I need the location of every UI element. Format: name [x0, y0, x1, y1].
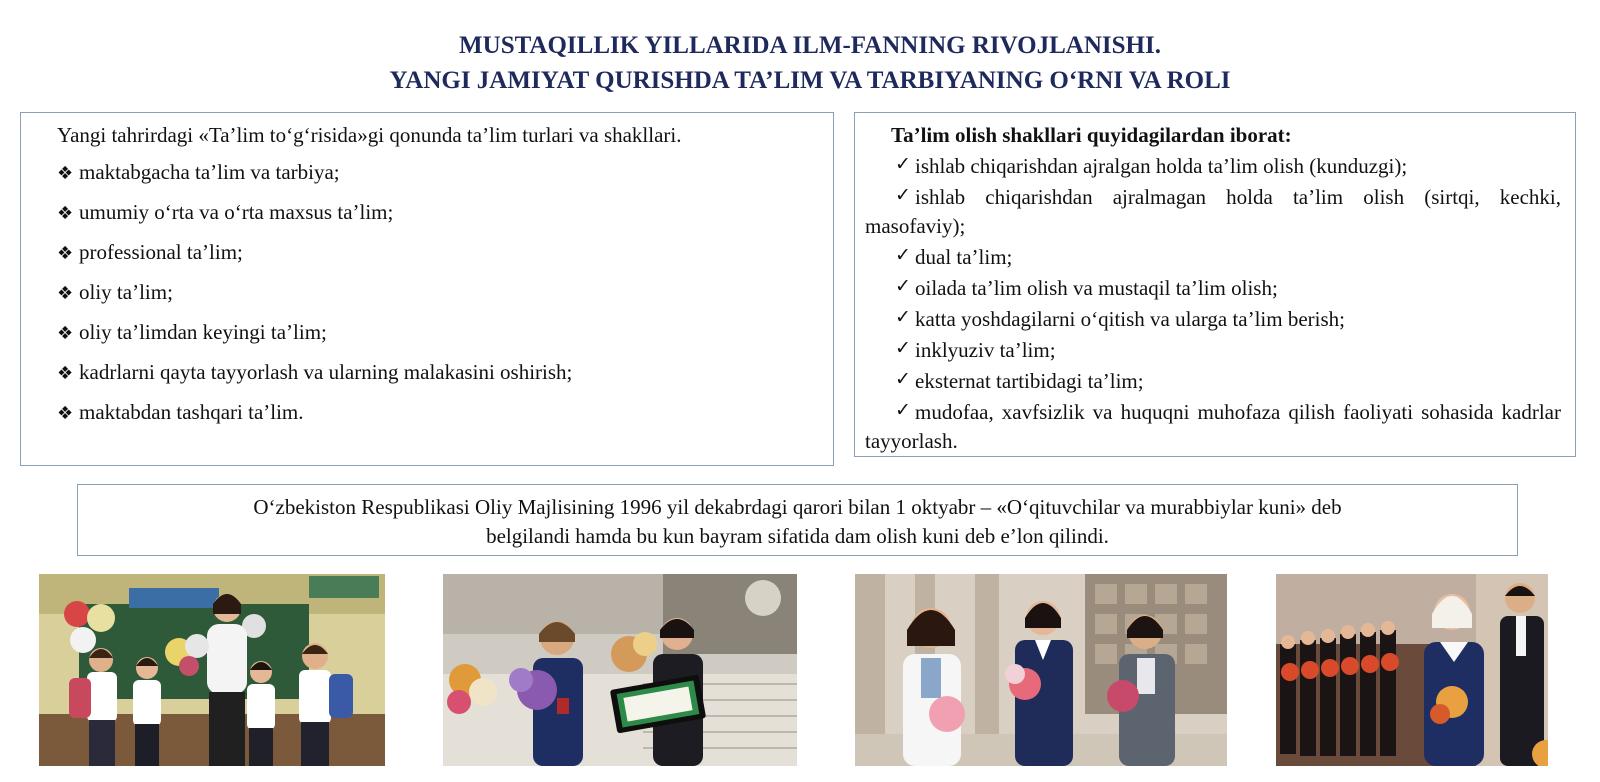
education-forms-box — [854, 112, 1576, 457]
photo-honor-guard — [1276, 574, 1548, 766]
check-mark-icon: ✓ — [895, 184, 911, 206]
page-title — [0, 28, 1600, 98]
education-form-item — [865, 396, 1561, 456]
education-type-item — [57, 397, 813, 437]
diamond-bullet-icon: ❖ — [57, 323, 74, 344]
diamond-bullet-icon: ❖ — [57, 363, 74, 384]
education-form-item — [865, 181, 1561, 241]
education-form-text: katta yoshdagilarni o‘qitish va ularga ta’lim berish; — [915, 307, 1346, 331]
check-mark-icon: ✓ — [895, 244, 911, 266]
education-type-item — [57, 197, 813, 237]
education-types-box — [20, 112, 834, 466]
education-forms-list — [865, 150, 1561, 456]
education-type-item — [57, 357, 813, 397]
photo-classroom-children — [39, 574, 385, 766]
check-mark-icon: ✓ — [895, 153, 911, 175]
education-form-item — [865, 303, 1561, 334]
education-form-text: eksternat tartibidagi ta’lim; — [915, 369, 1144, 393]
photo-three-honorees — [855, 574, 1227, 766]
teachers-day-note — [77, 484, 1518, 556]
check-mark-icon: ✓ — [895, 306, 911, 328]
education-type-text: kadrlarni qayta tayyorlash va ularning malakasini oshirish; — [79, 360, 573, 384]
education-form-text: mudofaa, xavfsizlik va huquqni muhofaza qilish faoliyati sohasida kadrlar tayyorlash. — [865, 400, 1561, 453]
title-line-2: YANGI JAMIYAT QURISHDA TA’LIM VA TARBIYANING O‘RNI VA ROLI — [389, 67, 1231, 94]
education-type-item — [57, 277, 813, 317]
education-types-list — [57, 157, 813, 437]
education-form-text: ishlab chiqarishdan ajralgan holda ta’lim olish (kunduzgi); — [915, 154, 1408, 178]
education-type-item — [57, 237, 813, 277]
education-types-heading: Yangi tahrirdagi «Ta’lim to‘g‘risida»gi qonunda ta’lim turlari va shakllari. — [57, 123, 682, 147]
photo-award-ceremony — [443, 574, 797, 766]
education-form-text: ishlab chiqarishdan ajralmagan holda ta’lim olish (sirtqi, kechki, masofaviy); — [865, 185, 1561, 238]
education-form-text: dual ta’lim; — [915, 245, 1013, 269]
education-type-text: umumiy o‘rta va o‘rta maxsus ta’lim; — [79, 200, 394, 224]
check-mark-icon: ✓ — [895, 399, 911, 421]
diamond-bullet-icon: ❖ — [57, 403, 74, 424]
teachers-day-line-2: belgilandi hamda bu kun bayram sifatida dam olish kuni deb e’lon qilindi. — [486, 524, 1109, 548]
education-type-text: oliy ta’lim; — [79, 280, 173, 304]
diamond-bullet-icon: ❖ — [57, 243, 74, 264]
education-type-text: professional ta’lim; — [79, 240, 243, 264]
title-line-1: MUSTAQILLIK YILLARIDA ILM-FANNING RIVOJLANISHI. — [459, 32, 1161, 59]
diamond-bullet-icon: ❖ — [57, 203, 74, 224]
education-type-item — [57, 157, 813, 197]
education-form-item — [865, 365, 1561, 396]
check-mark-icon: ✓ — [895, 368, 911, 390]
education-type-text: oliy ta’limdan keyingi ta’lim; — [79, 320, 327, 344]
education-form-item — [865, 334, 1561, 365]
education-type-item — [57, 317, 813, 357]
education-form-text: inklyuziv ta’lim; — [915, 338, 1056, 362]
education-form-text: oilada ta’lim olish va mustaqil ta’lim olish; — [915, 276, 1278, 300]
education-form-item — [865, 272, 1561, 303]
diamond-bullet-icon: ❖ — [57, 163, 74, 184]
education-forms-heading: Ta’lim olish shakllari quyidagilardan iborat: — [891, 123, 1292, 147]
education-form-item — [865, 241, 1561, 272]
education-form-item — [865, 150, 1561, 181]
teachers-day-line-1: O‘zbekiston Respublikasi Oliy Majlisining 1996 yil dekabrdagi qarori bilan 1 oktyabr – «O‘qituvchilar va murabbiylar kuni» deb — [253, 495, 1342, 519]
diamond-bullet-icon: ❖ — [57, 283, 74, 304]
check-mark-icon: ✓ — [895, 337, 911, 359]
check-mark-icon: ✓ — [895, 275, 911, 297]
education-type-text: maktabdan tashqari ta’lim. — [79, 400, 304, 424]
education-type-text: maktabgacha ta’lim va tarbiya; — [79, 160, 340, 184]
